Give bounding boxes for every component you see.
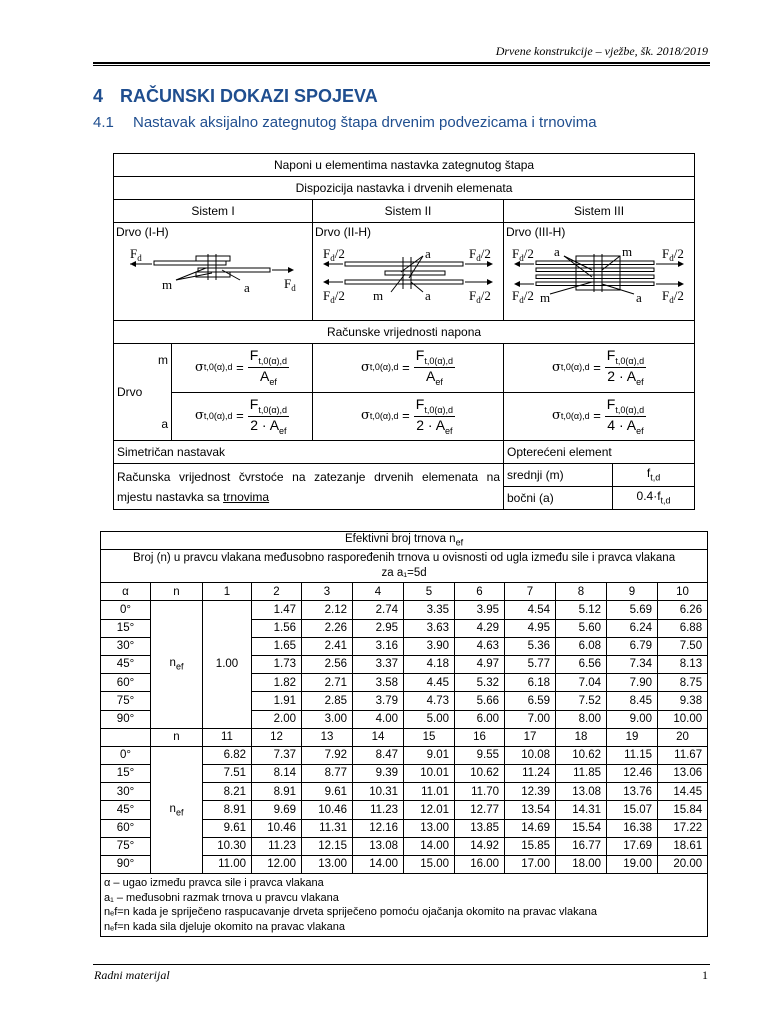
n-value-header: 11: [203, 728, 252, 746]
table-cell: 6.24: [607, 619, 658, 637]
table-cell: 15.84: [658, 801, 708, 819]
table-cell: 9.00: [607, 710, 658, 728]
formula-s3-m: σ t,0(α),d = $\frac{F_{t,0(\alpha),d}}{2 \cdot A_{ef}}$: [504, 344, 695, 393]
formula-s2-m: σ t,0(α),d = $\frac{F_{t,0(\alpha),d}}{A_{ef}}$: [313, 344, 504, 393]
m-label: m: [373, 288, 384, 303]
header-rule: [93, 62, 710, 66]
footer-label: Radni materijal: [94, 968, 170, 982]
table-cell: 11.23: [353, 801, 404, 819]
footer-rule: [93, 964, 710, 965]
table-cell: 14.00: [404, 837, 455, 855]
table-cell: 4.73: [404, 692, 455, 710]
table-cell: 6.56: [556, 655, 607, 673]
strength-description: Računska vrijednost čvrstoće na zatezanje drvenih elemenata na mjestu nastavka sa trnovima: [114, 464, 504, 510]
m-top-label: m: [622, 244, 633, 259]
note-line: nₑf=n kada sila djeluje okomito na pravac vlakana: [104, 920, 346, 933]
table-cell: 13.08: [353, 837, 404, 855]
table-cell: 1.91: [252, 692, 302, 710]
a-label: a: [244, 280, 250, 295]
n-value-header: 2: [252, 583, 302, 601]
table-cell: 10.46: [302, 801, 353, 819]
table-cell: 6.82: [203, 746, 252, 764]
n-value-header: 19: [607, 728, 658, 746]
angle-cell: 0°: [101, 601, 151, 619]
row-a-label: a: [161, 416, 168, 431]
table-cell: 10.31: [353, 783, 404, 801]
system-2-diagram-cell: [313, 223, 504, 321]
table-cell: 16.38: [607, 819, 658, 837]
table-cell: 11.15: [607, 746, 658, 764]
table-cell: 7.52: [556, 692, 607, 710]
table-cell: 11.67: [658, 746, 708, 764]
table-cell: 6.00: [455, 710, 505, 728]
table-cell: 6.59: [505, 692, 556, 710]
table-cell: 4.18: [404, 655, 455, 673]
empty-cell: [101, 728, 151, 746]
table-cell: 13.08: [556, 783, 607, 801]
table-cell: 1.65: [252, 637, 302, 655]
table-cell: 3.00: [302, 710, 353, 728]
n-value-header: 4: [353, 583, 404, 601]
fd2-bottom-right-label: $F_d/2$: [662, 288, 684, 305]
table-cell: 17.22: [658, 819, 708, 837]
table-cell: 5.60: [556, 619, 607, 637]
stress-table-title: Naponi u elementima nastavka zategnutog štapa: [114, 154, 695, 177]
table-cell: 3.79: [353, 692, 404, 710]
n-value-header: 16: [455, 728, 505, 746]
table-cell: 6.08: [556, 637, 607, 655]
table-cell: 15.54: [556, 819, 607, 837]
note-line: nₑf=n kada je spriječeno raspucavanje drveta spriječeno pomoću ojačanja okomito na pravac vlakana: [104, 906, 597, 919]
table-cell: 14.45: [658, 783, 708, 801]
table-cell: 2.12: [302, 601, 353, 619]
note-line: a₁ – međusobni razmak trnova u pravcu vlakana: [104, 891, 339, 904]
symmetric-joint-label: Simetričan nastavak: [114, 441, 504, 464]
formula-s2-a: σ t,0(α),d = $\frac{F_{t,0(\alpha),d}}{2 \cdot A_{ef}}$: [313, 392, 504, 441]
table-cell: 1.47: [252, 601, 302, 619]
table-cell: 9.69: [252, 801, 302, 819]
table-cell: 8.14: [252, 765, 302, 783]
table-cell: 13.00: [302, 856, 353, 874]
table-cell: 10.01: [404, 765, 455, 783]
table-cell: 2.26: [302, 619, 353, 637]
angle-cell: 60°: [101, 819, 151, 837]
table-cell: 3.90: [404, 637, 455, 655]
table-cell: 3.63: [404, 619, 455, 637]
table-cell: 7.90: [607, 674, 658, 692]
table-cell: 7.00: [505, 710, 556, 728]
m-label: m: [162, 277, 173, 292]
table-cell: 7.34: [607, 655, 658, 673]
table-cell: 13.76: [607, 783, 658, 801]
system-1-header: Sistem I: [114, 200, 313, 223]
table-cell: 5.69: [607, 601, 658, 619]
table-cell: 7.37: [252, 746, 302, 764]
table-cell: 1.73: [252, 655, 302, 673]
m-bottom-label: m: [540, 290, 551, 305]
table-cell: 5.00: [404, 710, 455, 728]
wood-label-2: Drvo (II-H): [315, 225, 371, 239]
table-cell: 12.46: [607, 765, 658, 783]
table-cell: 4.29: [455, 619, 505, 637]
table-row: [101, 601, 708, 619]
table-cell: 2.56: [302, 655, 353, 673]
formula-s3-a: σ t,0(α),d = $\frac{F_{t,0(\alpha),d}}{4 \cdot A_{ef}}$: [504, 392, 695, 441]
n-value-header: 15: [404, 728, 455, 746]
table-cell: 4.54: [505, 601, 556, 619]
table-cell: 9.61: [203, 819, 252, 837]
table-cell: 8.45: [607, 692, 658, 710]
n-header: n: [151, 583, 203, 601]
table-cell: 2.71: [302, 674, 353, 692]
table-cell: 9.39: [353, 765, 404, 783]
table-cell: 7.92: [302, 746, 353, 764]
fd2-top-right-label: $F_d/2$: [469, 246, 491, 263]
section-number: 4.1: [93, 114, 114, 131]
stress-values-title: Računske vrijednosti napona: [114, 321, 695, 344]
page-number: 1: [702, 968, 708, 982]
table-cell: 2.74: [353, 601, 404, 619]
table-cell: 9.61: [302, 783, 353, 801]
table-cell: 4.00: [353, 710, 404, 728]
table-cell: 10.62: [556, 746, 607, 764]
table-cell: 10.00: [658, 710, 708, 728]
table-cell: 12.15: [302, 837, 353, 855]
table-cell: 15.07: [607, 801, 658, 819]
effective-dowels-description: Broj (n) u pravcu vlakana međusobno raspoređenih trnova u ovisnosti od ugla između sile i pravca vlakana za a₁=5d: [101, 550, 708, 583]
section-title: Nastavak aksijalno zategnutog štapa drvenim podvezicama i trnovima: [133, 114, 597, 131]
n-value-header: 20: [658, 728, 708, 746]
table-cell: 2.00: [252, 710, 302, 728]
n-value-header: 9: [607, 583, 658, 601]
table-cell: 8.75: [658, 674, 708, 692]
table-cell: 3.58: [353, 674, 404, 692]
angle-cell: 90°: [101, 856, 151, 874]
table-cell: 6.79: [607, 637, 658, 655]
table-cell: 14.31: [556, 801, 607, 819]
effective-dowels-title: Efektivni broj trnova $n_{ef}$: [101, 532, 708, 550]
angle-cell: 30°: [101, 637, 151, 655]
fd2-bottom-left-label: $F_d/2$: [512, 288, 534, 305]
table-cell: 5.77: [505, 655, 556, 673]
note-line: α – ugao između pravca sile i pravca vlakana: [104, 877, 324, 890]
table-cell: 10.62: [455, 765, 505, 783]
fd-right-label: $F_d$: [284, 276, 296, 293]
table-cell: 1.56: [252, 619, 302, 637]
table-cell: 13.06: [658, 765, 708, 783]
table-cell: 8.91: [203, 801, 252, 819]
n-value-header: 13: [302, 728, 353, 746]
a-bottom-label: a: [636, 290, 642, 305]
disposition-title: Dispozicija nastavka i drvenih elemenata: [114, 177, 695, 200]
fd2-bottom-right-label: $F_d/2$: [469, 288, 491, 305]
table-cell: 7.50: [658, 637, 708, 655]
table-cell: 15.00: [404, 856, 455, 874]
n-value-header: 5: [404, 583, 455, 601]
table-cell: 10.46: [252, 819, 302, 837]
drvo-label: Drvo: [117, 384, 143, 399]
drvo-cell: [114, 344, 172, 441]
n-value-header: 8: [556, 583, 607, 601]
system-2-header: Sistem II: [313, 200, 504, 223]
table-cell: 5.32: [455, 674, 505, 692]
angle-cell: 75°: [101, 837, 151, 855]
angle-cell: 15°: [101, 619, 151, 637]
angle-cell: 60°: [101, 674, 151, 692]
fd2-top-right-label: $F_d/2$: [662, 246, 684, 263]
fd-left-label: $F_d$: [130, 246, 142, 263]
nef-label: $n_{ef}$: [151, 746, 203, 873]
wood-label-3: Drvo (III-H): [506, 225, 566, 239]
table-cell: 2.41: [302, 637, 353, 655]
n-value-header: 3: [302, 583, 353, 601]
middle-label: srednji (m): [504, 464, 613, 487]
section-heading: [93, 114, 597, 131]
n-value-header: 10: [658, 583, 708, 601]
n-header: n: [151, 728, 203, 746]
running-header: Drvene konstrukcije – vježbe, šk. 2018/2019: [495, 44, 708, 58]
system-2-diagram: [315, 244, 501, 306]
n-value-header: 6: [455, 583, 505, 601]
table-notes: [101, 874, 708, 937]
angle-cell: 15°: [101, 765, 151, 783]
table-cell: 6.88: [658, 619, 708, 637]
chapter-heading: [93, 86, 378, 107]
table-cell: 3.95: [455, 601, 505, 619]
angle-cell: 90°: [101, 710, 151, 728]
table-cell: 14.92: [455, 837, 505, 855]
table-cell: 3.37: [353, 655, 404, 673]
table-cell: 9.38: [658, 692, 708, 710]
table-cell: 12.16: [353, 819, 404, 837]
table-cell: 4.97: [455, 655, 505, 673]
table-cell: 14.00: [353, 856, 404, 874]
table-cell: 11.00: [203, 856, 252, 874]
n1-value: 1.00: [203, 601, 252, 728]
formula-s1-m: σ t,0(α),d = $\frac{F_{t,0(\alpha),d}}{A_{ef}}$: [172, 344, 313, 393]
n-value-header: 18: [556, 728, 607, 746]
table-cell: 17.00: [505, 856, 556, 874]
table-cell: 13.85: [455, 819, 505, 837]
table-cell: 12.00: [252, 856, 302, 874]
angle-cell: 0°: [101, 746, 151, 764]
table-cell: 16.00: [455, 856, 505, 874]
a-top-label: a: [554, 244, 560, 259]
n-value-header: 7: [505, 583, 556, 601]
table-cell: 11.85: [556, 765, 607, 783]
loaded-element-label: Opterećeni element: [504, 441, 695, 464]
table-cell: 5.36: [505, 637, 556, 655]
table-cell: 6.18: [505, 674, 556, 692]
nef-label: $n_{ef}$: [151, 601, 203, 728]
table-cell: 13.00: [404, 819, 455, 837]
n-value-header: 17: [505, 728, 556, 746]
table-cell: 8.77: [302, 765, 353, 783]
row-m-label: m: [158, 352, 168, 367]
angle-cell: 75°: [101, 692, 151, 710]
chapter-title: RAČUNSKI DOKAZI SPOJEVA: [120, 86, 378, 106]
table-cell: 8.91: [252, 783, 302, 801]
fd2-top-left-label: $F_d/2$: [512, 246, 534, 263]
table-cell: 11.31: [302, 819, 353, 837]
a-bottom-label: a: [425, 288, 431, 303]
table-cell: 4.45: [404, 674, 455, 692]
table-cell: 8.00: [556, 710, 607, 728]
table-cell: 6.26: [658, 601, 708, 619]
table-cell: 12.77: [455, 801, 505, 819]
table-cell: 4.63: [455, 637, 505, 655]
fd2-top-left-label: $F_d/2$: [323, 246, 345, 263]
angle-cell: 45°: [101, 655, 151, 673]
table-cell: 16.77: [556, 837, 607, 855]
table-cell: 5.12: [556, 601, 607, 619]
system-3-diagram-cell: [504, 223, 695, 321]
table-cell: 11.23: [252, 837, 302, 855]
table-cell: 8.21: [203, 783, 252, 801]
table-cell: 8.47: [353, 746, 404, 764]
table-cell: 11.70: [455, 783, 505, 801]
table-cell: 14.69: [505, 819, 556, 837]
table-cell: 3.16: [353, 637, 404, 655]
n-value-header: 1: [203, 583, 252, 601]
stress-table: [113, 153, 695, 510]
table-cell: 7.51: [203, 765, 252, 783]
wood-label-1: Drvo (I-H): [116, 225, 169, 239]
a-top-label: a: [425, 246, 431, 261]
system-1-diagram-cell: [114, 223, 313, 321]
table-cell: 15.85: [505, 837, 556, 855]
table-cell: 9.55: [455, 746, 505, 764]
table-cell: 2.85: [302, 692, 353, 710]
n-value-header: 14: [353, 728, 404, 746]
table-cell: 19.00: [607, 856, 658, 874]
table-cell: 12.39: [505, 783, 556, 801]
table-cell: 10.30: [203, 837, 252, 855]
table-cell: 3.35: [404, 601, 455, 619]
chapter-number: 4: [93, 86, 104, 106]
table-cell: 1.82: [252, 674, 302, 692]
table-cell: 8.13: [658, 655, 708, 673]
table-cell: 13.54: [505, 801, 556, 819]
angle-cell: 30°: [101, 783, 151, 801]
table-cell: 17.69: [607, 837, 658, 855]
middle-value: $f_{t,d}$: [613, 464, 695, 487]
alpha-header: α: [101, 583, 151, 601]
table-cell: 18.61: [658, 837, 708, 855]
fd2-bottom-left-label: $F_d/2$: [323, 288, 345, 305]
system-1-diagram: [116, 244, 306, 304]
table-cell: 10.08: [505, 746, 556, 764]
angle-cell: 45°: [101, 801, 151, 819]
formula-s1-a: σ t,0(α),d = $\frac{F_{t,0(\alpha),d}}{2 \cdot A_{ef}}$: [172, 392, 313, 441]
table-cell: 5.66: [455, 692, 505, 710]
table-cell: 20.00: [658, 856, 708, 874]
table-cell: 7.04: [556, 674, 607, 692]
system-3-header: Sistem III: [504, 200, 695, 223]
side-value: $0.4\cdot f_{t,d}$: [613, 487, 695, 510]
table-cell: 11.01: [404, 783, 455, 801]
table-cell: 4.95: [505, 619, 556, 637]
table-cell: 18.00: [556, 856, 607, 874]
table-cell: 12.01: [404, 801, 455, 819]
table-cell: 11.24: [505, 765, 556, 783]
n-value-header: 12: [252, 728, 302, 746]
table-cell: 2.95: [353, 619, 404, 637]
system-3-diagram: [506, 244, 694, 306]
side-label: bočni (a): [504, 487, 613, 510]
effective-dowels-table: [100, 531, 708, 937]
table-cell: 9.01: [404, 746, 455, 764]
table-row: [101, 746, 708, 764]
